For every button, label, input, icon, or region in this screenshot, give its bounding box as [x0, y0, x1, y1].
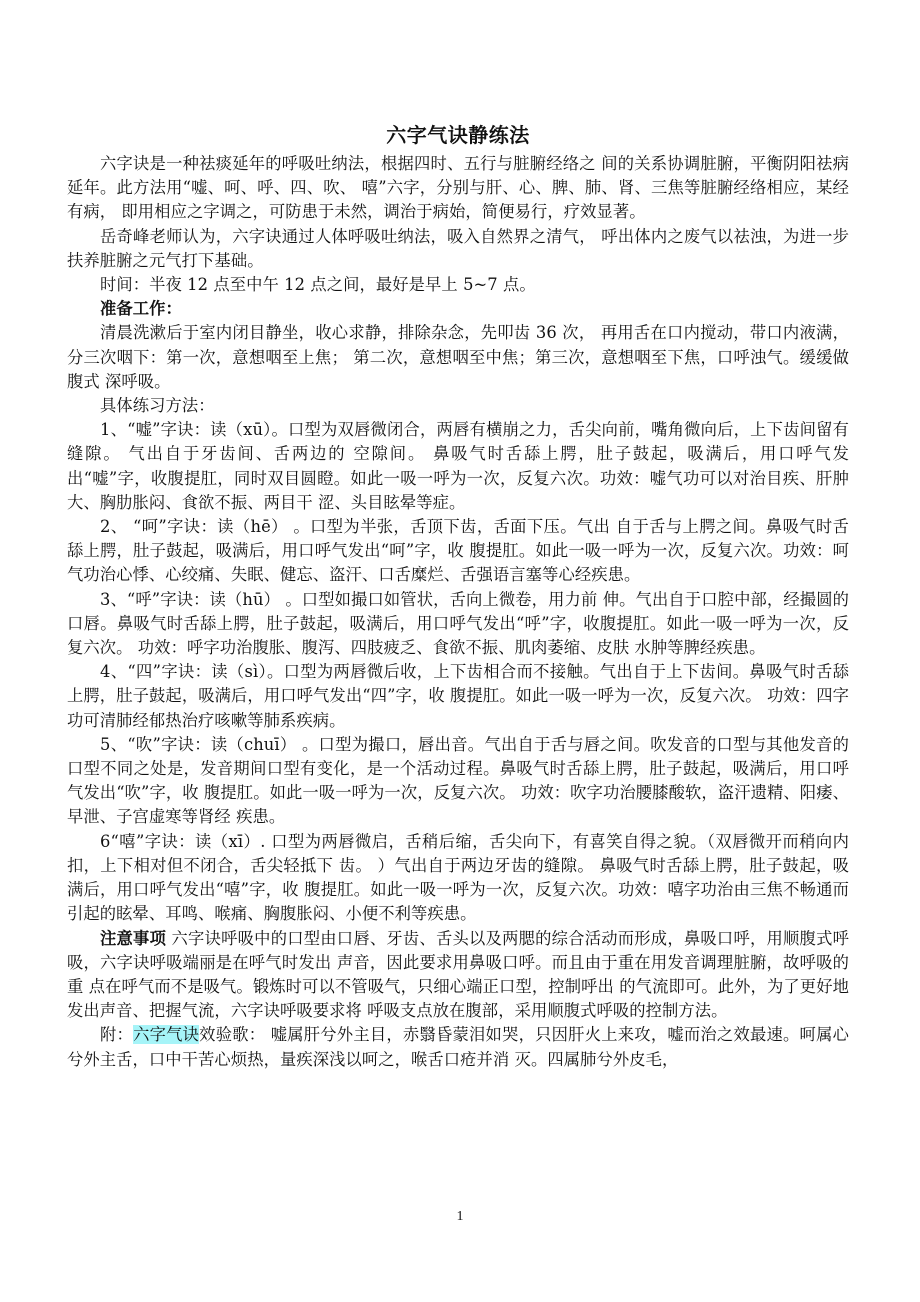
appendix-paragraph [67, 1023, 849, 1071]
notes-paragraph [67, 927, 849, 1024]
appendix-text: 效验歌： 嘘属肝兮外主目，赤翳昏蒙泪如哭，只因肝火上来攻，嘘而治之效最速。呵属心兮外主舌，口中干苦心烦热，量疾深浅以呵之，喉舌口疮并消 灭。四属肺兮外皮毛， [67, 1025, 849, 1069]
chui-paragraph: 5、“吹”字诀：读（chuī） 。口型为撮口，唇出音。气出自于舌与唇之间。吹发音的口型与其他发音的口型不同之处是，发音期间口型有变化，是一个活动过程。鼻吸气时舌舔上腭，肚子鼓起，吸满后，用口呼气发出“吹”字，收 腹提肛。如此一吸一呼为一次，反复六次。 功效：吹字功治腰膝酸软，盗汗遗精、阳痿、早泄、子宫虚寒等肾经 疾患。 [67, 734, 849, 827]
document-page [67, 118, 849, 1072]
time-paragraph: 时间：半夜 12 点至中午 12 点之间，最好是早上 5~7 点。 [100, 275, 536, 295]
notes-label: 注意事项 [100, 928, 167, 948]
intro-paragraph: 六字诀是一种祛痰延年的呼吸吐纳法，根据四时、五行与脏腑经络之 间的关系协调脏腑，平衡阴阳祛病延年。此方法用“嘘、呵、呼、四、吹、 嘻”六字，分别与肝、心、脾、肺、肾、三焦等脏腑经络相应，某经有病， 即用相应之字调之，可防患于未然，调治于病始，简便易行，疗效显著。 [67, 154, 849, 222]
hu-paragraph: 3、“呼”字诀：读（hū） 。口型如撮口如管状，舌向上微卷，用力前 伸。气出自于口腔中部，经撮圆的口唇。鼻吸气时舌舔上腭，肚子鼓起，吸满后，用口呼气发出“呼”字，收腹提肛。如此一吸一呼为一次，反复六次。 功效：呼字功治腹胀、腹泻、四肢疲乏、食欲不振、肌肉萎缩、皮肤 水肿等脾经疾患。 [67, 589, 849, 658]
highlighted-text[interactable]: 六字气诀 [133, 1025, 200, 1045]
notes-text: 六字诀呼吸中的口型由口唇、牙齿、舌头以及两腮的综合活动而形成，鼻吸口呼，用顺腹式呼吸，六字诀呼吸端丽是在呼气时发出 声音，因此要求用鼻吸口呼。而且由于重在用发音调理脏腑，故呼吸的重 点在呼气而不是吸气。锻炼时可以不管吸气，只细心端正口型，控制呼出 的气流即可。此外，为了更好地发出声音、把握气流，六字诀呼吸要求将 呼吸支点放在腹部，采用顺腹式呼吸的控制方法。 [67, 928, 849, 1021]
he-paragraph: 2、 “呵”字诀：读（hē） 。口型为半张，舌顶下齿，舌面下压。气出 自于舌与上腭之间。鼻吸气时舌舔上腭，肚子鼓起，吸满后，用口呼气发出“呵”字，收 腹提肛。如此一吸一呼为一次，反复六次。功效：呵气功治心悸、心绞痛、失眠、健忘、盗汗、口舌糜烂、舌强语言塞等心经疾患。 [67, 517, 849, 585]
si-paragraph: 4、“四”字诀：读（sì）。口型为两唇微后收，上下齿相合而不接触。气出自于上下齿间。鼻吸气时舌舔上腭，肚子鼓起，吸满后，用口呼气发出“四”字，收 腹提肛。如此一吸一呼为一次，反复六次。 功效：四字功可清肺经郁热治疗咳嗽等肺系疾病。 [67, 662, 849, 730]
appendix-prefix: 附： [100, 1025, 134, 1045]
xu-paragraph: 1、“嘘”字诀：读（xū）。口型为双唇微闭合，两唇有横崩之力，舌尖向前，嘴角微向后，上下齿间留有缝隙。 气出自于牙齿间、舌两边的 空隙间。 鼻吸气时舌舔上腭，肚子鼓起，吸满后，用口呼气发出“嘘”字，收腹提肛，同时双目圆瞪。如此一吸一呼为一次，反复六次。功效：嘘气功可以对治目疾、肝肿大、胸肋胀闷、食欲不振、两目干 涩、头目眩晕等症。 [67, 420, 849, 512]
prep-heading: 准备工作： [100, 299, 182, 319]
xi-paragraph: 6“嘻”字诀：读（xī）. 口型为两唇微启，舌稍后缩，舌尖向下，有喜笑自得之貌。（双唇微开而稍向内扣，上下相对但不闭合，舌尖轻抵下 齿。 ）气出自于两边牙齿的缝隙。 鼻吸气时舌舔上腭，肚子鼓起，吸满后，用口呼气发出“嘻”字，收 腹提肛。如此一吸一呼为一次，反复六次。功效：嘻字功治由三焦不畅通而引起的眩晕、耳鸣、喉痛、胸腹胀闷、小便不利等疾患。 [67, 831, 849, 924]
page-number: 1 [456, 1209, 464, 1224]
prep-paragraph: 清晨洗漱后于室内闭目静坐，收心求静，排除杂念，先叩齿 36 次， 再用舌在口内搅动，带口内液满，分三次咽下：第一次，意想咽至上焦； 第二次，意想咽至中焦；第三次，意想咽至下焦，口呼浊气。缓缓做腹式 深呼吸。 [67, 323, 849, 391]
method-heading: 具体练习方法： [100, 396, 215, 416]
teacher-paragraph: 岳奇峰老师认为，六字诀通过人体呼吸吐纳法，吸入自然界之清气， 呼出体内之废气以祛浊，为进一步扶养脏腑之元气打下基础。 [67, 226, 849, 270]
document-title: 六字气诀静练法 [386, 123, 530, 147]
